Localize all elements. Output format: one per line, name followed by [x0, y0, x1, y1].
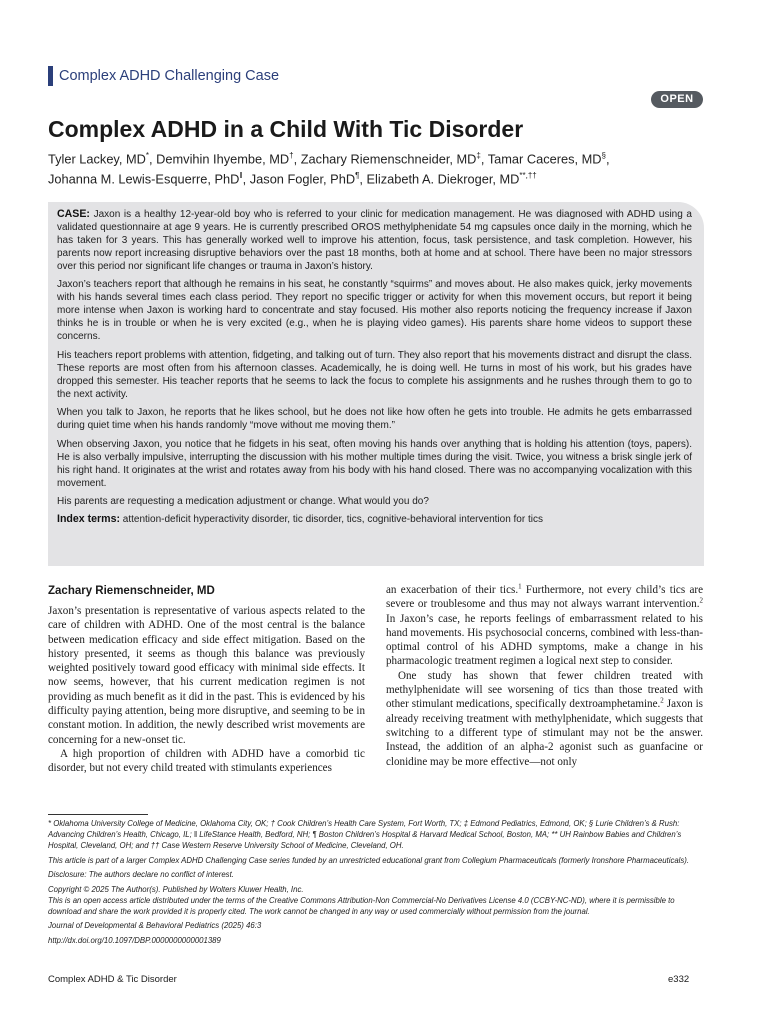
author-mark: §: [601, 151, 606, 160]
author: Jason Fogler, PhD: [249, 171, 356, 187]
author-mark: ‡: [476, 151, 481, 160]
doi-link[interactable]: http://dx.doi.org/10.1097/DBP.0000000000001389: [48, 935, 221, 945]
body-text: an exacerbation of their tics.: [386, 584, 519, 596]
author-mark: ¶: [355, 170, 360, 180]
author-mark: †: [289, 151, 294, 160]
case-paragraph: When you talk to Jaxon, he reports that he likes school, but he does not like how often he gets into trouble. He admits he gets embarrassed during quiet time when his hands randomly “move without me moving them.”: [57, 407, 692, 432]
body-text: In Jaxon’s case, he reports feelings of embarrassment related to his hand movements. His psychosocial concerns, combined with less-than-optimal control of his ADHD symptoms, make a change in his pharmacologic treatment regimen a logical next step to consider.: [386, 612, 703, 668]
author-separator: ,: [359, 171, 367, 187]
case-paragraph: Jaxon’s teachers report that although he remains in his seat, he constantly “squirms” and moves about. He also makes quick, jerky movements with his hands several times each class period. They report no specific trigger or activity for when this movement occurs, but report it being more intense when Jaxon is working hard to concentrate and stay focused. His mother also reports noticing the frequency increase if Jaxon thinks he is in trouble or when he is very excited (e.g., when he is playing video games). His parents share home videos to support these concerns.: [57, 279, 692, 343]
author-separator: ,: [293, 151, 301, 167]
author: Demvihin Ihyembe, MD: [156, 151, 290, 167]
author-separator: ,: [480, 151, 488, 167]
case-paragraph: When observing Jaxon, you notice that he fidgets in his seat, often moving his hands over anything that is holding his attention (toys, papers). He is also verbally impulsive, interrupting the discussion with his mother multiple times during the visit. Twice, you witness a brisk single jerk of his right hand. It originates at the wrist and rotates away from his body with his hand closed. There was no accompanying vocalization with this movement.: [57, 438, 692, 489]
author-mark: ‖: [239, 170, 243, 180]
author-list: [48, 148, 728, 188]
body-text: Furthermore, not every child’s tics are severe or troublesome and thus may not always warrant intervention.: [386, 584, 703, 611]
citation-ref: 2: [699, 596, 703, 605]
index-terms: [57, 513, 692, 526]
page-number: e332: [668, 974, 690, 985]
series-label: Complex ADHD Challenging Case: [48, 66, 279, 86]
index-terms-label: Index terms:: [57, 513, 120, 526]
citation-ref: 2: [660, 696, 664, 705]
author: Elizabeth A. Diekroger, MD: [366, 171, 520, 187]
open-access-badge: OPEN: [651, 91, 703, 108]
body-paragraph: [386, 669, 703, 769]
author-separator: ,: [242, 171, 250, 187]
author: Tyler Lackey, MD: [48, 151, 146, 167]
citation-ref: 1: [518, 582, 522, 591]
funding-note: This article is part of a larger Complex ADHD Challenging Case series funded by an unrestricted educational grant from Collegium Pharmaceuticals (formerly Ironshore Pharmaceuticals).: [48, 855, 690, 865]
author-mark: **,††: [519, 170, 537, 180]
body-text: Jaxon is already receiving treatment with methylphenidate, which suggests that switching to a different type of stimulant may not be the answer. Instead, the addition of an alpha-2 agonist such as guanfacine or clonidine may be more effective—not only: [386, 698, 703, 768]
author: Tamar Caceres, MD: [487, 151, 602, 167]
body-column-left: [48, 583, 365, 776]
author-mark: *: [145, 151, 150, 160]
case-label: CASE:: [57, 208, 90, 220]
footnote-rule: [48, 814, 148, 815]
copyright: Copyright © 2025 The Author(s). Published by Wolters Kluwer Health, Inc.: [48, 884, 304, 894]
footnotes: [48, 818, 708, 950]
disclosure: Disclosure: The authors declare no conflict of interest.: [48, 870, 234, 880]
author-separator: ,: [605, 151, 610, 167]
body-text: One study has shown that fewer children treated with methylphenidate will see worsening of tics than those treated with other stimulant medications, specifically dextroamphetamine.: [386, 669, 703, 711]
running-footer: Complex ADHD & Tic Disorder: [48, 974, 177, 985]
body-paragraph: A high proportion of children with ADHD have a comorbid tic disorder, but not every child treated with stimulants experiences: [48, 747, 365, 775]
journal-citation: Journal of Developmental & Behavioral Pediatrics (2025) 46:3: [48, 921, 262, 931]
body-column-right: [386, 583, 703, 769]
license-note: This is an open access article distributed under the terms of the Creative Commons Attribution-Non Commercial-No Derivatives License 4.0 (CCBY-NC-ND), where it is permissible to download and share the work provided it is properly cited. The work cannot be changed in any way or used commercially without permission from the journal.: [48, 895, 675, 916]
section-heading: Zachary Riemenschneider, MD: [48, 585, 215, 597]
case-box: [48, 202, 704, 566]
author: Johanna M. Lewis-Esquerre, PhD: [48, 171, 240, 187]
case-paragraph: [57, 208, 692, 273]
case-paragraph: His teachers report problems with attention, fidgeting, and talking out of turn. They also report that his movements distract and disrupt the class. These reports are most often from his afternoon classes. Academically, he is doing well. He turns in most of his work, but his grades have dropped this semester. His teacher reports that he seems to lack the focus to complete his assignments and he rushes through them to go to the next activity.: [57, 349, 692, 400]
affiliations: * Oklahoma University College of Medicine, Oklahoma City, OK; † Cook Children’s Health Care System, Fort Worth, TX; ‡ Edmond Pediatrics, Edmond, OK; § Lurie Children’s & Rush: Advancing Children’s Health, Chicago, IL; ‖ LifeStance Health, Bedford, NH; ¶ Boston Children’s Hospital & Harvard Medical School, Boston, MA; ** UH Rainbow Babies and Children’s Hospital, Cleveland, OH; and †† Case Western Reserve University School of Medicine, Cleveland, OH.: [48, 819, 682, 850]
article-title: Complex ADHD in a Child With Tic Disorder: [48, 116, 524, 142]
body-paragraph: Jaxon’s presentation is representative of various aspects related to the care of children with ADHD. One of the most central is the balance between medication efficacy and side effect mitigation. Based on the history presented, it seems as though this balance was previously weighted positively toward good efficacy with minimal side effects. It now seems, however, that his current medication regimen is not providing as much benefit as it did in the past. This is evidenced by his difficulty paying attention, being more disruptive, and seeming to be in constant motion. In addition, the newly described wrist movements are concerning for a new-onset tic.: [48, 605, 365, 746]
author: Zachary Riemenschneider, MD: [300, 151, 477, 167]
case-text: Jaxon is a healthy 12-year-old boy who is referred to your clinic for medication management. He was diagnosed with ADHD using a validated questionnaire at age 9 years. He is currently prescribed OROS methylphenidate 54 mg capsules once daily in the morning, which he has taken for 3 years. This has generally worked well to improve his attention, focus, task persistence, and task completion. However, his parents now report increasing disruptive behaviors over the past 18 months, both at home and at school. There have been no major stressors over this period nor significant life changes or trauma in Jaxon’s history.: [57, 209, 692, 272]
index-terms-text: attention-deficit hyperactivity disorder, tic disorder, tics, cognitive-behavioral intervention for tics: [122, 514, 543, 526]
body-paragraph: [386, 583, 703, 669]
case-paragraph: His parents are requesting a medication adjustment or change. What would you do?: [57, 495, 429, 507]
author-separator: ,: [149, 151, 157, 167]
